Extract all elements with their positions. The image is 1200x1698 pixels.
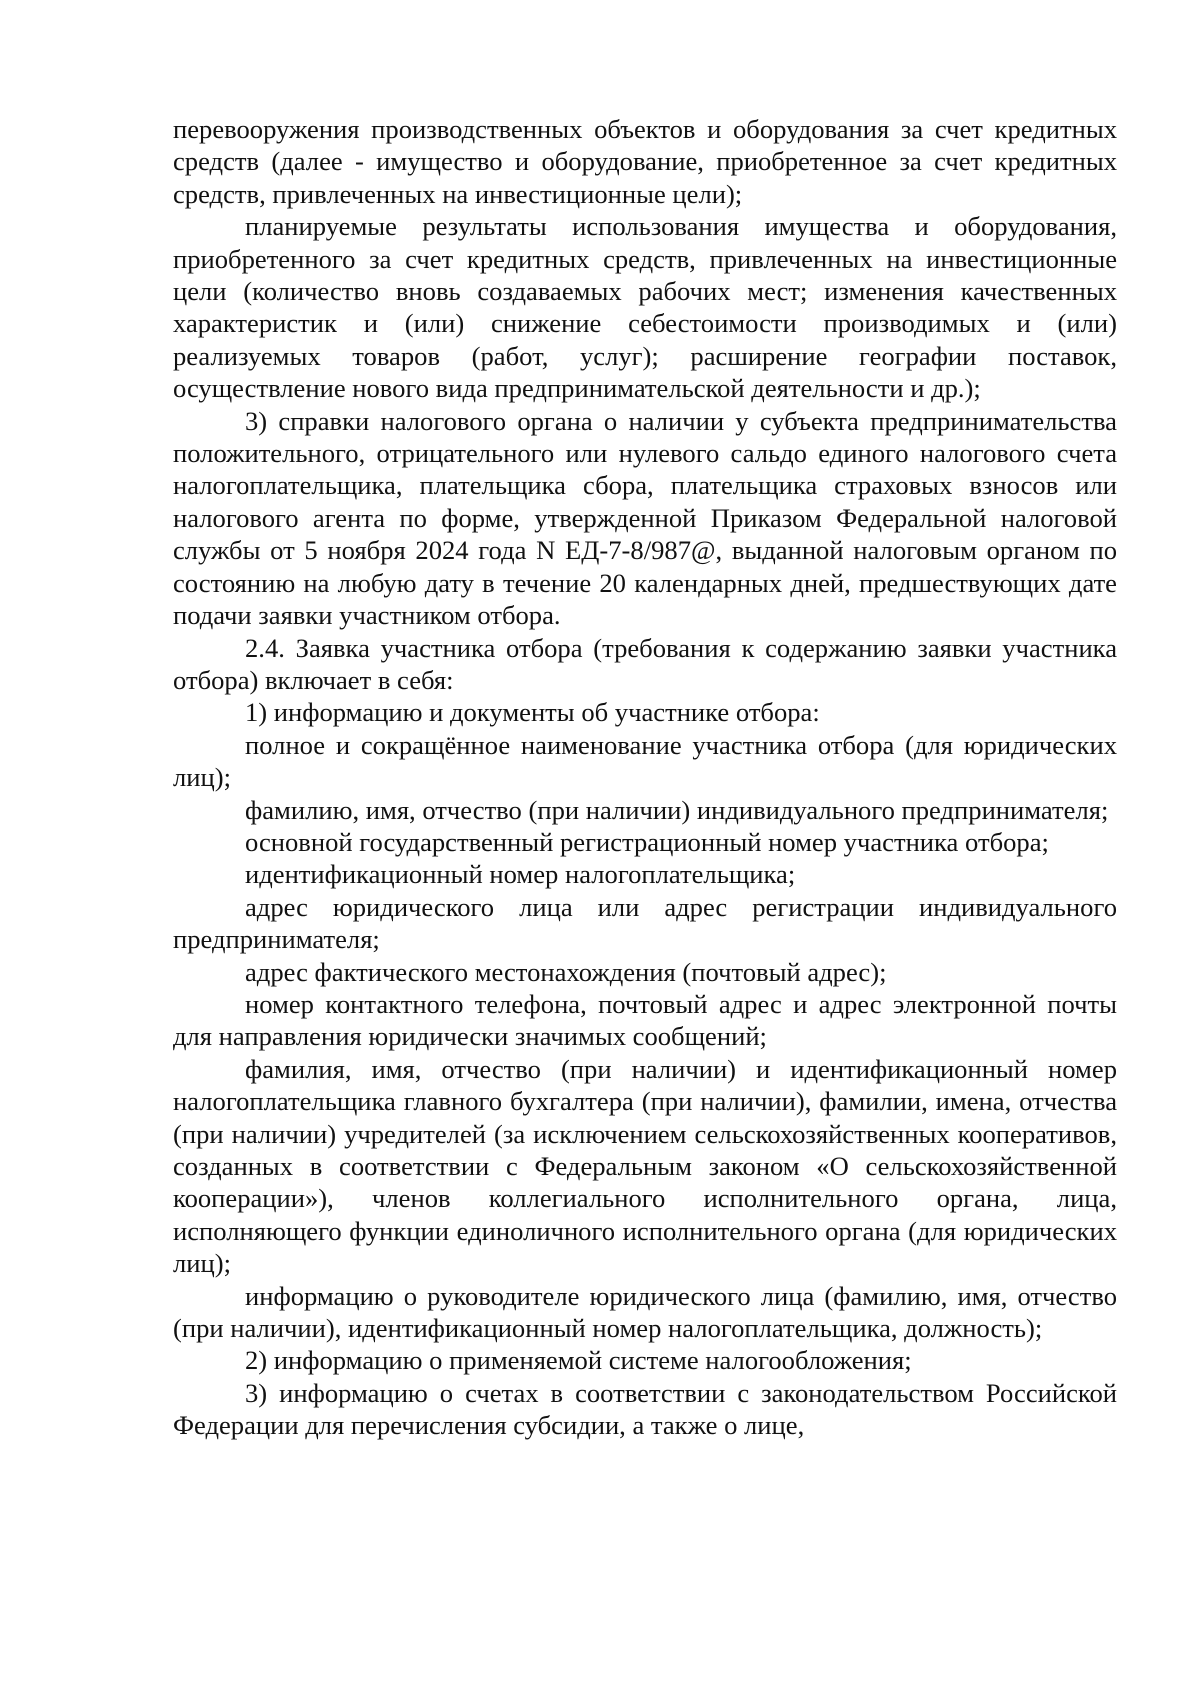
- paragraph: 2) информацию о применяемой системе налогообложения;: [245, 1345, 912, 1376]
- paragraph: 2.4. Заявка участника отбора (требования к содержанию заявки участника отбора) включает в себя:: [173, 632, 1117, 695]
- paragraph: перевооружения производственных объектов и оборудования за счет кредитных средств (далее - имущество и оборудование, приобретенное за счет кредитных средств, привлеченных на инвестиционные цели);: [173, 114, 1117, 209]
- paragraph: 3) справки налогового органа о наличии у субъекта предпринимательства положительного, отрицательного или нулевого сальдо единого налогового счета налогоплательщика, плательщика сбора, плательщика страховых взносов или налогового агента по форме, утвержденной Приказом Федеральной налоговой службы от 5 ноября 2024 года N ЕД-7-8/987@, выданной налоговым органом по состоянию на любую дату в течение 20 календарных дней, предшествующих дате подачи заявки участником отбора.: [173, 405, 1117, 631]
- paragraph: фамилию, имя, отчество (при наличии) индивидуального предпринимателя;: [245, 794, 1109, 825]
- document-page: [173, 113, 1117, 1442]
- paragraph: 3) информацию о счетах в соответствии с законодательством Российской Федерации для перечисления субсидии, а также о лице,: [173, 1377, 1117, 1441]
- paragraph: полное и сокращённое наименование участника отбора (для юридических лиц);: [173, 729, 1117, 793]
- paragraph: номер контактного телефона, почтовый адрес и адрес электронной почты для направления юридически значимых сообщений;: [173, 988, 1117, 1052]
- paragraph: основной государственный регистрационный номер участника отбора;: [245, 826, 1049, 857]
- paragraph: 1) информацию и документы об участнике отбора:: [245, 697, 820, 728]
- paragraph: информацию о руководителе юридического лица (фамилию, имя, отчество (при наличии), идентификационный номер налогоплательщика, должность);: [173, 1280, 1117, 1344]
- paragraph: планируемые результаты использования имущества и оборудования, приобретенного за счет кредитных средств, привлеченных на инвестиционные цели (количество вновь создаваемых рабочих мест; изменения качественных характеристик и (или) снижение себестоимости производимых и (или) реализуемых товаров (работ, услуг); расширение географии поставок, осуществление нового вида предпринимательской деятельности и др.);: [173, 211, 1117, 404]
- paragraph: фамилия, имя, отчество (при наличии) и идентификационный номер налогоплательщика главного бухгалтера (при наличии), фамилии, имена, отчества (при наличии) учредителей (за исключением сельскохозяйственных кооперативов, созданных в соответствии с Федеральным законом «О сельскохозяйственной кооперации»), членов коллегиального исполнительного органа, лица, исполняющего функции единоличного исполнительного органа (для юридических лиц);: [173, 1053, 1117, 1279]
- paragraph: адрес фактического местонахождения (почтовый адрес);: [245, 956, 887, 987]
- paragraph: идентификационный номер налогоплательщика;: [245, 859, 796, 890]
- paragraph: адрес юридического лица или адрес регистрации индивидуального предпринимателя;: [173, 891, 1117, 955]
